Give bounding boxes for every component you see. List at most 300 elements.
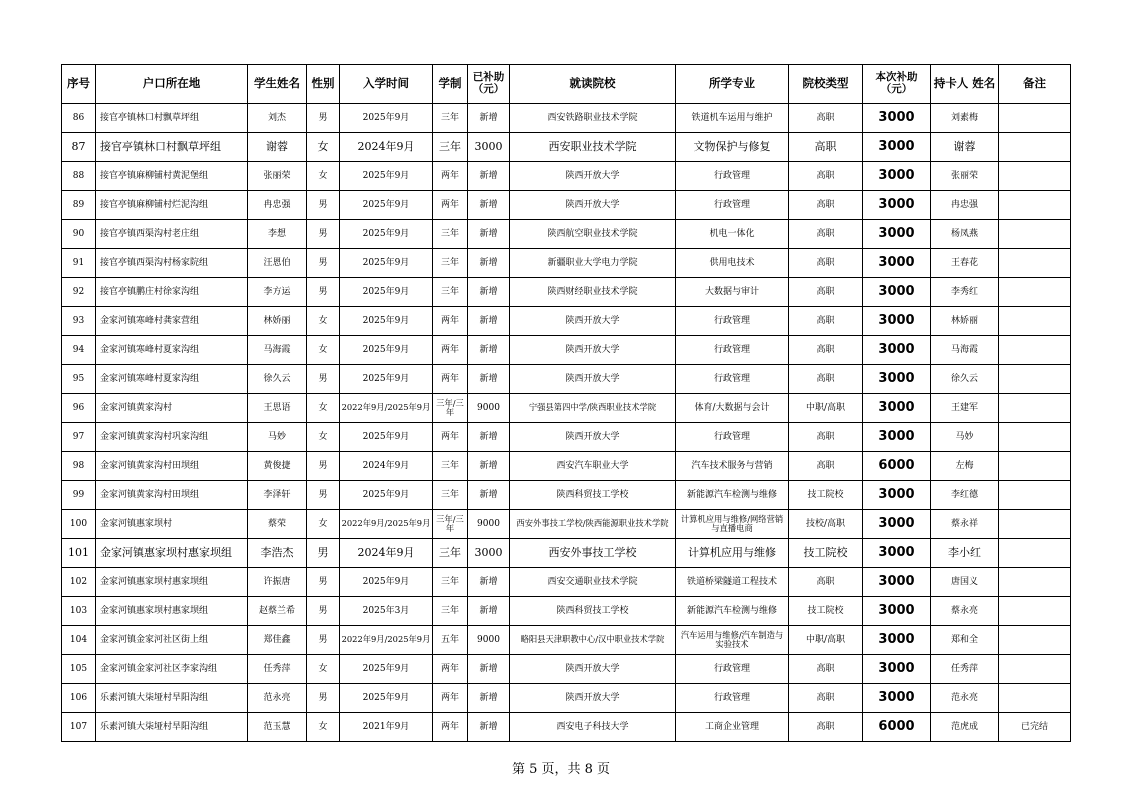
current-subsidy-cell: 3000 xyxy=(863,655,931,684)
current-subsidy-cell: 3000 xyxy=(863,684,931,713)
major-cell: 行政管理 xyxy=(676,423,789,452)
school-type-cell: 高职 xyxy=(789,249,863,278)
study-duration-cell: 两年 xyxy=(433,655,468,684)
school-type-cell: 高职 xyxy=(789,452,863,481)
prior-subsidy-cell: 新增 xyxy=(468,597,510,626)
household-location-cell: 金家河镇惠家坝村惠家坝组 xyxy=(96,568,248,597)
student-name-cell: 任秀萍 xyxy=(248,655,307,684)
current-subsidy-cell: 3000 xyxy=(863,133,931,162)
prior-subsidy-cell: 9000 xyxy=(468,510,510,539)
remark-cell xyxy=(999,365,1071,394)
school-name-cell: 西安交通职业技术学院 xyxy=(510,568,676,597)
cardholder-name-cell: 刘素梅 xyxy=(931,104,999,133)
household-location-cell: 金家河镇惠家坝村 xyxy=(96,510,248,539)
remark-cell xyxy=(999,597,1071,626)
current-subsidy-cell: 3000 xyxy=(863,597,931,626)
cardholder-name-cell: 杨凤燕 xyxy=(931,220,999,249)
current-subsidy-cell: 6000 xyxy=(863,713,931,742)
school-type-cell: 高职 xyxy=(789,568,863,597)
table-row xyxy=(62,684,1071,713)
school-type-cell: 高职 xyxy=(789,307,863,336)
subsidy-table xyxy=(61,64,1071,742)
gender-cell: 男 xyxy=(307,597,340,626)
school-type-cell: 高职 xyxy=(789,278,863,307)
enrollment-date-cell: 2025年9月 xyxy=(340,684,433,713)
student-name-cell: 徐久云 xyxy=(248,365,307,394)
table-row xyxy=(62,220,1071,249)
major-cell: 行政管理 xyxy=(676,191,789,220)
enrollment-date-cell: 2025年9月 xyxy=(340,220,433,249)
school-type-cell: 高职 xyxy=(789,684,863,713)
household-location-cell: 金家河镇惠家坝村惠家坝组 xyxy=(96,539,248,568)
school-name-cell: 西安电子科技大学 xyxy=(510,713,676,742)
current-subsidy-cell: 3000 xyxy=(863,394,931,423)
school-name-cell: 西安铁路职业技术学院 xyxy=(510,104,676,133)
school-type-cell: 技校/高职 xyxy=(789,510,863,539)
row-number-cell: 102 xyxy=(62,568,96,597)
table-row xyxy=(62,278,1071,307)
prior-subsidy-cell: 3000 xyxy=(468,539,510,568)
prior-subsidy-cell: 新增 xyxy=(468,307,510,336)
school-name-cell: 陕西开放大学 xyxy=(510,655,676,684)
enrollment-date-cell: 2025年9月 xyxy=(340,162,433,191)
row-number-cell: 105 xyxy=(62,655,96,684)
table-header xyxy=(62,65,1071,104)
school-name-cell: 陕西开放大学 xyxy=(510,684,676,713)
student-name-cell: 郑佳鑫 xyxy=(248,626,307,655)
school-name-cell: 西安汽车职业大学 xyxy=(510,452,676,481)
household-location-cell: 金家河镇黄家沟村田坝组 xyxy=(96,481,248,510)
table-row xyxy=(62,452,1071,481)
study-duration-cell: 两年 xyxy=(433,423,468,452)
table-row xyxy=(62,423,1071,452)
household-location-cell: 接官亭镇麻柳铺村黄泥堡组 xyxy=(96,162,248,191)
gender-cell: 女 xyxy=(307,713,340,742)
student-name-cell: 张丽荣 xyxy=(248,162,307,191)
major-cell: 文物保护与修复 xyxy=(676,133,789,162)
column-header: 入学时间 xyxy=(340,65,433,104)
column-header: 本次补助 （元） xyxy=(863,65,931,104)
remark-cell xyxy=(999,684,1071,713)
household-location-cell: 接官亭镇麻柳铺村烂泥沟组 xyxy=(96,191,248,220)
remark-cell xyxy=(999,336,1071,365)
current-subsidy-cell: 3000 xyxy=(863,568,931,597)
enrollment-date-cell: 2025年9月 xyxy=(340,104,433,133)
table-row xyxy=(62,249,1071,278)
gender-cell: 女 xyxy=(307,162,340,191)
enrollment-date-cell: 2022年9月/2025年9月 xyxy=(340,626,433,655)
current-subsidy-cell: 3000 xyxy=(863,249,931,278)
school-name-cell: 西安外事技工学校/陕西能源职业技术学院 xyxy=(510,510,676,539)
student-name-cell: 赵蔡兰希 xyxy=(248,597,307,626)
enrollment-date-cell: 2021年9月 xyxy=(340,713,433,742)
major-cell: 供用电技术 xyxy=(676,249,789,278)
table-row xyxy=(62,568,1071,597)
remark-cell xyxy=(999,394,1071,423)
school-type-cell: 高职 xyxy=(789,713,863,742)
enrollment-date-cell: 2024年9月 xyxy=(340,133,433,162)
enrollment-date-cell: 2025年9月 xyxy=(340,278,433,307)
cardholder-name-cell: 郑和全 xyxy=(931,626,999,655)
major-cell: 大数据与审计 xyxy=(676,278,789,307)
remark-cell: 已完结 xyxy=(999,713,1071,742)
school-name-cell: 陕西开放大学 xyxy=(510,307,676,336)
major-cell: 铁道桥梁隧道工程技术 xyxy=(676,568,789,597)
student-name-cell: 范永亮 xyxy=(248,684,307,713)
row-number-cell: 104 xyxy=(62,626,96,655)
gender-cell: 女 xyxy=(307,510,340,539)
study-duration-cell: 三年 xyxy=(433,220,468,249)
household-location-cell: 乐素河镇大柒垭村旱阳沟组 xyxy=(96,713,248,742)
gender-cell: 男 xyxy=(307,626,340,655)
gender-cell: 男 xyxy=(307,249,340,278)
school-type-cell: 技工院校 xyxy=(789,597,863,626)
remark-cell xyxy=(999,452,1071,481)
row-number-cell: 96 xyxy=(62,394,96,423)
study-duration-cell: 三年 xyxy=(433,539,468,568)
cardholder-name-cell: 范永亮 xyxy=(931,684,999,713)
study-duration-cell: 两年 xyxy=(433,336,468,365)
school-type-cell: 高职 xyxy=(789,365,863,394)
enrollment-date-cell: 2025年9月 xyxy=(340,481,433,510)
school-name-cell: 陕西开放大学 xyxy=(510,423,676,452)
remark-cell xyxy=(999,307,1071,336)
school-name-cell: 陕西开放大学 xyxy=(510,162,676,191)
prior-subsidy-cell: 9000 xyxy=(468,394,510,423)
gender-cell: 男 xyxy=(307,481,340,510)
student-name-cell: 冉忠强 xyxy=(248,191,307,220)
gender-cell: 男 xyxy=(307,684,340,713)
school-type-cell: 高职 xyxy=(789,162,863,191)
household-location-cell: 乐素河镇大柒垭村旱阳沟组 xyxy=(96,684,248,713)
enrollment-date-cell: 2025年9月 xyxy=(340,249,433,278)
school-type-cell: 中职/高职 xyxy=(789,394,863,423)
row-number-cell: 91 xyxy=(62,249,96,278)
major-cell: 铁道机车运用与维护 xyxy=(676,104,789,133)
household-location-cell: 金家河镇金家河社区街上组 xyxy=(96,626,248,655)
gender-cell: 男 xyxy=(307,278,340,307)
school-name-cell: 陕西开放大学 xyxy=(510,336,676,365)
major-cell: 行政管理 xyxy=(676,655,789,684)
gender-cell: 女 xyxy=(307,394,340,423)
table-row xyxy=(62,307,1071,336)
student-name-cell: 蔡荣 xyxy=(248,510,307,539)
major-cell: 计算机应用与维修/网络营销与直播电商 xyxy=(676,510,789,539)
row-number-cell: 92 xyxy=(62,278,96,307)
school-type-cell: 高职 xyxy=(789,191,863,220)
school-name-cell: 西安职业技术学院 xyxy=(510,133,676,162)
study-duration-cell: 三年/三年 xyxy=(433,394,468,423)
gender-cell: 男 xyxy=(307,220,340,249)
school-type-cell: 技工院校 xyxy=(789,481,863,510)
enrollment-date-cell: 2025年9月 xyxy=(340,365,433,394)
enrollment-date-cell: 2025年9月 xyxy=(340,568,433,597)
cardholder-name-cell: 马妙 xyxy=(931,423,999,452)
current-subsidy-cell: 3000 xyxy=(863,481,931,510)
cardholder-name-cell: 冉忠强 xyxy=(931,191,999,220)
prior-subsidy-cell: 新增 xyxy=(468,655,510,684)
enrollment-date-cell: 2024年9月 xyxy=(340,539,433,568)
enrollment-date-cell: 2025年9月 xyxy=(340,191,433,220)
study-duration-cell: 三年 xyxy=(433,249,468,278)
column-header: 户口所在地 xyxy=(96,65,248,104)
prior-subsidy-cell: 新增 xyxy=(468,249,510,278)
table-row xyxy=(62,597,1071,626)
study-duration-cell: 两年 xyxy=(433,307,468,336)
student-name-cell: 许振唐 xyxy=(248,568,307,597)
cardholder-name-cell: 马海霞 xyxy=(931,336,999,365)
school-type-cell: 高职 xyxy=(789,423,863,452)
prior-subsidy-cell: 新增 xyxy=(468,481,510,510)
row-number-cell: 93 xyxy=(62,307,96,336)
page-footer: 第 5 页，共 8 页 xyxy=(511,762,611,777)
remark-cell xyxy=(999,104,1071,133)
major-cell: 行政管理 xyxy=(676,307,789,336)
student-name-cell: 林娇丽 xyxy=(248,307,307,336)
student-name-cell: 范玉慧 xyxy=(248,713,307,742)
table-row xyxy=(62,655,1071,684)
row-number-cell: 103 xyxy=(62,597,96,626)
current-subsidy-cell: 3000 xyxy=(863,307,931,336)
enrollment-date-cell: 2025年9月 xyxy=(340,655,433,684)
household-location-cell: 金家河镇黄家沟村巩家沟组 xyxy=(96,423,248,452)
table-row xyxy=(62,539,1071,568)
gender-cell: 女 xyxy=(307,423,340,452)
school-type-cell: 高职 xyxy=(789,655,863,684)
study-duration-cell: 三年/三年 xyxy=(433,510,468,539)
row-number-cell: 95 xyxy=(62,365,96,394)
student-name-cell: 马妙 xyxy=(248,423,307,452)
school-type-cell: 高职 xyxy=(789,104,863,133)
household-location-cell: 接官亭镇林口村飘草坪组 xyxy=(96,104,248,133)
cardholder-name-cell: 林娇丽 xyxy=(931,307,999,336)
row-number-cell: 87 xyxy=(62,133,96,162)
remark-cell xyxy=(999,568,1071,597)
study-duration-cell: 两年 xyxy=(433,365,468,394)
table-row xyxy=(62,626,1071,655)
row-number-cell: 86 xyxy=(62,104,96,133)
household-location-cell: 金家河镇惠家坝村惠家坝组 xyxy=(96,597,248,626)
table-row xyxy=(62,104,1071,133)
study-duration-cell: 两年 xyxy=(433,684,468,713)
major-cell: 行政管理 xyxy=(676,684,789,713)
cardholder-name-cell: 范虎成 xyxy=(931,713,999,742)
table-row xyxy=(62,162,1071,191)
row-number-cell: 99 xyxy=(62,481,96,510)
study-duration-cell: 三年 xyxy=(433,278,468,307)
table-row xyxy=(62,191,1071,220)
column-header: 性别 xyxy=(307,65,340,104)
column-header: 学制 xyxy=(433,65,468,104)
column-header: 就读院校 xyxy=(510,65,676,104)
major-cell: 新能源汽车检测与维修 xyxy=(676,481,789,510)
study-duration-cell: 五年 xyxy=(433,626,468,655)
table-row xyxy=(62,133,1071,162)
column-header: 所学专业 xyxy=(676,65,789,104)
prior-subsidy-cell: 新增 xyxy=(468,220,510,249)
household-location-cell: 金家河镇寒峰村夏家沟组 xyxy=(96,336,248,365)
cardholder-name-cell: 任秀萍 xyxy=(931,655,999,684)
cardholder-name-cell: 蔡永亮 xyxy=(931,597,999,626)
household-location-cell: 接官亭镇鹏庄村徐家沟组 xyxy=(96,278,248,307)
prior-subsidy-cell: 新增 xyxy=(468,191,510,220)
prior-subsidy-cell: 新增 xyxy=(468,684,510,713)
student-name-cell: 李浩杰 xyxy=(248,539,307,568)
remark-cell xyxy=(999,423,1071,452)
current-subsidy-cell: 3000 xyxy=(863,423,931,452)
prior-subsidy-cell: 新增 xyxy=(468,365,510,394)
enrollment-date-cell: 2025年9月 xyxy=(340,307,433,336)
prior-subsidy-cell: 新增 xyxy=(468,278,510,307)
remark-cell xyxy=(999,162,1071,191)
school-type-cell: 技工院校 xyxy=(789,539,863,568)
gender-cell: 女 xyxy=(307,336,340,365)
major-cell: 计算机应用与维修 xyxy=(676,539,789,568)
row-number-cell: 98 xyxy=(62,452,96,481)
gender-cell: 男 xyxy=(307,365,340,394)
prior-subsidy-cell: 新增 xyxy=(468,336,510,365)
table-row xyxy=(62,713,1071,742)
row-number-cell: 97 xyxy=(62,423,96,452)
current-subsidy-cell: 3000 xyxy=(863,365,931,394)
school-type-cell: 高职 xyxy=(789,220,863,249)
prior-subsidy-cell: 新增 xyxy=(468,423,510,452)
household-location-cell: 接官亭镇林口村飘草坪组 xyxy=(96,133,248,162)
school-name-cell: 新疆职业大学电力学院 xyxy=(510,249,676,278)
cardholder-name-cell: 张丽荣 xyxy=(931,162,999,191)
school-name-cell: 陕西开放大学 xyxy=(510,365,676,394)
row-number-cell: 107 xyxy=(62,713,96,742)
student-name-cell: 马海霞 xyxy=(248,336,307,365)
remark-cell xyxy=(999,133,1071,162)
major-cell: 体育/大数据与会计 xyxy=(676,394,789,423)
prior-subsidy-cell: 新增 xyxy=(468,568,510,597)
cardholder-name-cell: 王建军 xyxy=(931,394,999,423)
student-name-cell: 汪恩伯 xyxy=(248,249,307,278)
cardholder-name-cell: 李秀红 xyxy=(931,278,999,307)
school-type-cell: 高职 xyxy=(789,133,863,162)
current-subsidy-cell: 3000 xyxy=(863,336,931,365)
cardholder-name-cell: 李红德 xyxy=(931,481,999,510)
prior-subsidy-cell: 9000 xyxy=(468,626,510,655)
remark-cell xyxy=(999,510,1071,539)
enrollment-date-cell: 2025年9月 xyxy=(340,336,433,365)
study-duration-cell: 三年 xyxy=(433,597,468,626)
school-name-cell: 宁强县第四中学/陕西职业技术学院 xyxy=(510,394,676,423)
table-row xyxy=(62,394,1071,423)
remark-cell xyxy=(999,626,1071,655)
remark-cell xyxy=(999,481,1071,510)
current-subsidy-cell: 6000 xyxy=(863,452,931,481)
remark-cell xyxy=(999,249,1071,278)
prior-subsidy-cell: 新增 xyxy=(468,452,510,481)
student-name-cell: 李泽轩 xyxy=(248,481,307,510)
student-name-cell: 刘杰 xyxy=(248,104,307,133)
column-header: 备注 xyxy=(999,65,1071,104)
current-subsidy-cell: 3000 xyxy=(863,220,931,249)
school-name-cell: 陕西财经职业技术学院 xyxy=(510,278,676,307)
gender-cell: 女 xyxy=(307,655,340,684)
cardholder-name-cell: 左梅 xyxy=(931,452,999,481)
enrollment-date-cell: 2025年9月 xyxy=(340,423,433,452)
enrollment-date-cell: 2024年9月 xyxy=(340,452,433,481)
student-name-cell: 李想 xyxy=(248,220,307,249)
school-name-cell: 略阳县天津职教中心/汉中职业技术学院 xyxy=(510,626,676,655)
cardholder-name-cell: 王春花 xyxy=(931,249,999,278)
household-location-cell: 金家河镇黄家沟村 xyxy=(96,394,248,423)
school-type-cell: 高职 xyxy=(789,336,863,365)
column-header: 已补助 （元） xyxy=(468,65,510,104)
prior-subsidy-cell: 新增 xyxy=(468,104,510,133)
remark-cell xyxy=(999,220,1071,249)
major-cell: 行政管理 xyxy=(676,336,789,365)
study-duration-cell: 三年 xyxy=(433,104,468,133)
major-cell: 汽车运用与维修/汽车制造与实验技术 xyxy=(676,626,789,655)
study-duration-cell: 三年 xyxy=(433,133,468,162)
row-number-cell: 94 xyxy=(62,336,96,365)
gender-cell: 男 xyxy=(307,104,340,133)
household-location-cell: 接官亭镇西渠沟村老庄组 xyxy=(96,220,248,249)
cardholder-name-cell: 唐国义 xyxy=(931,568,999,597)
school-name-cell: 陕西航空职业技术学院 xyxy=(510,220,676,249)
major-cell: 行政管理 xyxy=(676,162,789,191)
enrollment-date-cell: 2025年3月 xyxy=(340,597,433,626)
enrollment-date-cell: 2022年9月/2025年9月 xyxy=(340,394,433,423)
cardholder-name-cell: 谢蓉 xyxy=(931,133,999,162)
major-cell: 工商企业管理 xyxy=(676,713,789,742)
remark-cell xyxy=(999,191,1071,220)
column-header: 院校类型 xyxy=(789,65,863,104)
row-number-cell: 100 xyxy=(62,510,96,539)
header-row xyxy=(62,65,1071,104)
row-number-cell: 89 xyxy=(62,191,96,220)
school-name-cell: 陕西科贸技工学校 xyxy=(510,597,676,626)
household-location-cell: 金家河镇寒峰村夏家沟组 xyxy=(96,365,248,394)
table-row xyxy=(62,365,1071,394)
school-name-cell: 西安外事技工学校 xyxy=(510,539,676,568)
row-number-cell: 106 xyxy=(62,684,96,713)
major-cell: 新能源汽车检测与维修 xyxy=(676,597,789,626)
enrollment-date-cell: 2022年9月/2025年9月 xyxy=(340,510,433,539)
current-subsidy-cell: 3000 xyxy=(863,539,931,568)
household-location-cell: 金家河镇金家河社区李家沟组 xyxy=(96,655,248,684)
current-subsidy-cell: 3000 xyxy=(863,626,931,655)
student-name-cell: 李方运 xyxy=(248,278,307,307)
gender-cell: 男 xyxy=(307,568,340,597)
study-duration-cell: 两年 xyxy=(433,191,468,220)
current-subsidy-cell: 3000 xyxy=(863,191,931,220)
remark-cell xyxy=(999,655,1071,684)
cardholder-name-cell: 李小红 xyxy=(931,539,999,568)
table-body xyxy=(62,104,1071,742)
gender-cell: 女 xyxy=(307,307,340,336)
cardholder-name-cell: 蔡永祥 xyxy=(931,510,999,539)
table-row xyxy=(62,336,1071,365)
study-duration-cell: 两年 xyxy=(433,162,468,191)
household-location-cell: 接官亭镇西渠沟村杨家院组 xyxy=(96,249,248,278)
household-location-cell: 金家河镇寒峰村龚家营组 xyxy=(96,307,248,336)
row-number-cell: 88 xyxy=(62,162,96,191)
household-location-cell: 金家河镇黄家沟村田坝组 xyxy=(96,452,248,481)
remark-cell xyxy=(999,539,1071,568)
study-duration-cell: 三年 xyxy=(433,481,468,510)
student-name-cell: 王思语 xyxy=(248,394,307,423)
gender-cell: 男 xyxy=(307,452,340,481)
gender-cell: 男 xyxy=(307,539,340,568)
row-number-cell: 90 xyxy=(62,220,96,249)
student-name-cell: 黄俊捷 xyxy=(248,452,307,481)
study-duration-cell: 两年 xyxy=(433,713,468,742)
